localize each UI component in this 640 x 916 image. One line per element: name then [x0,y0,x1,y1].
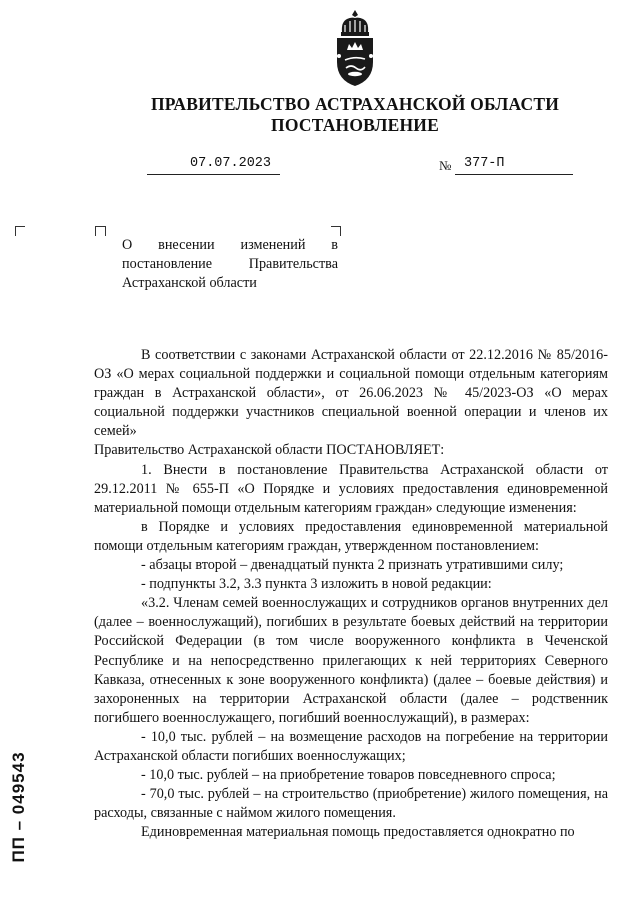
paragraph: - 10,0 тыс. рублей – на возмещение расходов на погребение на территории Астраханской области погибших военнослужащих; [94,728,608,764]
paragraph: - 70,0 тыс. рублей – на строительство (приобретение) жилого помещения, на расходы, связанные с наймом жилого помещения. [94,786,608,822]
paragraph: Единовременная материальная помощь предоставляется однократно по [141,824,575,841]
serial-number-text: ПП – 049543 [9,751,28,863]
document-subject: О внесении изменений в постановление Правительства Астраханской области [122,237,338,291]
paragraph: Правительство Астраханской области ПОСТАНОВЛЯЕТ: [94,442,445,459]
government-title: ПРАВИТЕЛЬСТВО АСТРАХАНСКОЙ ОБЛАСТИ [150,94,560,114]
paragraph: - абзацы второй – двенадцатый пункта 2 признать утратившими силу; [141,557,564,574]
paragraph: - 10,0 тыс. рублей – на приобретение товаров повседневного спроса; [141,767,556,784]
document-number: 377-П [464,156,505,171]
corner-mark [331,226,341,236]
paragraph: - подпункты 3.2, 3.3 пункта 3 изложить в новой редакции: [141,576,492,593]
document-body [94,346,608,842]
paragraph: 1. Внести в постановление Правительства Астраханской области от 29.12.2011 № 655-П «О Порядке и условиях предоставления единовременной материальной помощи отдельным категориям граждан» следующие изменения: [94,461,608,516]
paragraph: «3.2. Членам семей военнослужащих и сотрудников органов внутренних дел (далее – военнослужащий), погибших в результате боевых действий на территории Российской Федерации (в том числе вооруженного конфликта в Чеченской Республике и на непосредственно прилегающих к ней территориях Северного Кавказа, отнесенных к зоне вооруженного конфликта) (далее – боевые действия) и захороненных на территории Астраханской области (далее – родственник погибшего военнослужащего, погибший военнослужащий), в размерах: [94,595,608,726]
number-sign: № [439,158,452,173]
document-date: 07.07.2023 [190,156,272,171]
coat-of-arms-emblem [329,8,381,88]
corner-mark [96,226,106,236]
paragraph: в Порядке и условиях предоставления единовременной материальной помощи отдельным категориям граждан, утвержденном постановлением: [94,518,608,554]
corner-mark [15,226,25,236]
document-type-title: ПОСТАНОВЛЕНИЕ [271,115,439,135]
paragraph: В соответствии с законами Астраханской области от 22.12.2016 № 85/2016-ОЗ «О мерах социальной поддержки и социальной помощи отдельным категориям граждан в Астраханской области», от 26.06.2023 № 45/2023-ОЗ «О мерах социальной поддержки участников специальной военной операции и членов их семей» [94,347,608,440]
serial-number-stamp [6,742,32,872]
